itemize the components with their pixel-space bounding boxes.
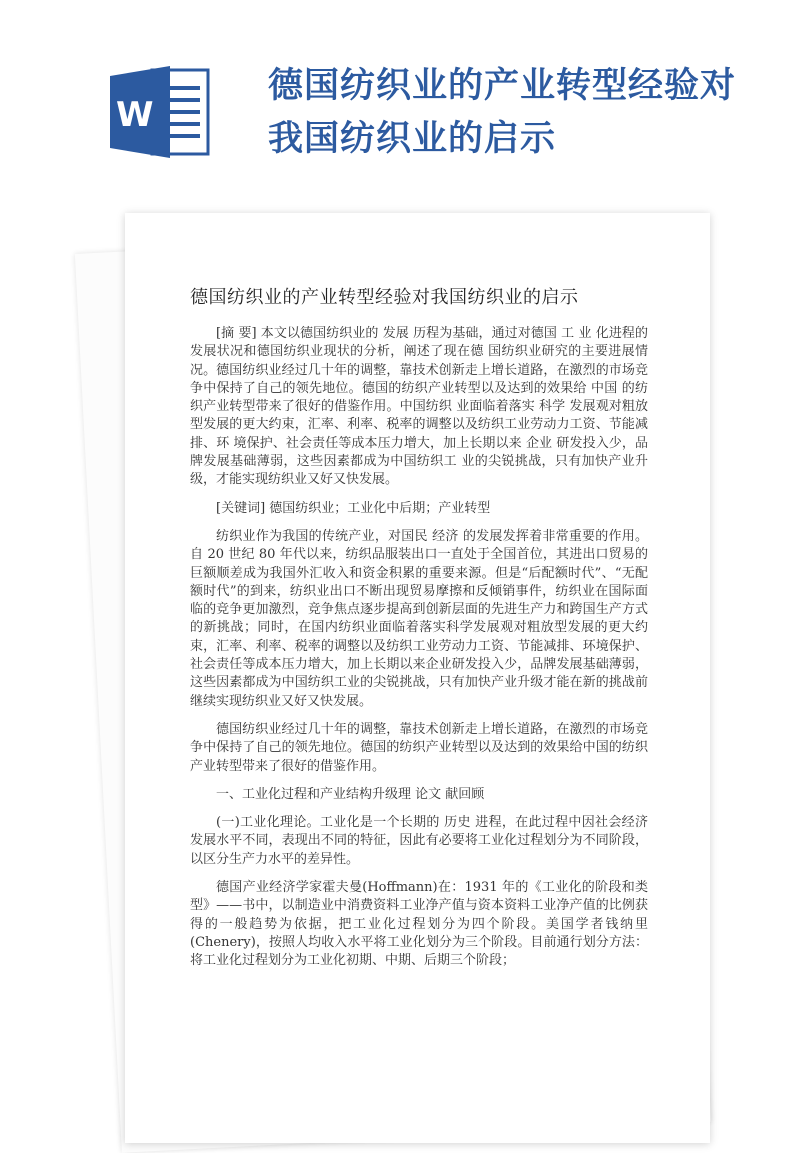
header-title-line-1: 德国纺织业的产业转型经验对 [268, 66, 737, 106]
word-document-icon [108, 62, 218, 162]
document-body [190, 325, 648, 981]
keywords-paragraph: [关键词] 德国纺织业；工业化中后期；产业转型 [216, 500, 491, 516]
section-heading: 一、工业化过程和产业结构升级理 论文 献回顾 [216, 786, 485, 802]
abstract-paragraph: [摘 要] 本文以德国纺织业的 发展 历程为基础，通过对德国 工 业 化进程的发展状况和德国纺织业现状的分析，阐述了现在德 国纺织业研究的主要进展情况。德国纺织业经过几十年的调整，靠技术创新走上增长道路，在激烈的市场竞争中保持了自己的领先地位。德国的纺织产业转型以及达到的效果给 中国 的纺织产业转型带来了很好的借鉴作用。中国纺织 业面临着落实 科学 发展观对粗放型发展的更大约束，汇率、利率、税率的调整以及纺织工业劳动力工资、节能减排、环 境保护、社会责任等成本压力增大，加上长期以来 企业 研发投入少，品牌发展基础薄弱，这些因素都成为中国纺织工 业的尖锐挑战，只有加快产业升级，才能实现纺织业又好又快发展。 [190, 326, 648, 488]
document-page [125, 213, 710, 1143]
header-title-line-2: 我国纺织业的启示 [268, 119, 557, 159]
word-icon-letter: W [116, 95, 154, 135]
header-title [268, 60, 768, 166]
body-paragraph: 德国产业经济学家霍夫曼(Hoffmann)在：1931 年的《工业化的阶段和类型》——书中，以制造业中消费资料工业净产值与资本资料工业净产值的比例获得的一般趋势为依据，把工业化过程划分为四个阶段。美国学者钱纳里(Chenery)，按照人均收入水平将工业化划分为三个阶段。目前通行划分方法：将工业化过程划分为工业化初期、中期、后期三个阶段； [190, 880, 648, 969]
document-title: 德国纺织业的产业转型经验对我国纺织业的启示 [190, 287, 579, 308]
body-paragraph: 纺织业作为我国的传统产业，对国民 经济 的发展发挥着非常重要的作用。自 20 世纪 80 年代以来，纺织品服装出口一直处于全国首位，其进出口贸易的巨额顺差成为我国外汇收入和资金积累的重要来源。但是“后配额时代”、“无配额时代”的到来，纺织业出口不断出现贸易摩擦和反倾销事件，纺织业在国际面临的竞争更加激烈，竞争焦点逐步提高到创新层面的先进生产力和跨国生产方式的新挑战；同时，在国内纺织业面临着落实科学发展观对粗放型发展的更大约束，汇率、利率、税率的调整以及纺织工业劳动力工资、节能减排、环境保护、社会责任等成本压力增大，加上长期以来企业研发投入少，品牌发展基础薄弱，这些因素都成为中国纺织工业的尖锐挑战，只有加快产业升级才能在新的挑战前继续实现纺织业又好又快发展。 [190, 528, 648, 709]
body-paragraph: (一)工业化理论。工业化是一个长期的 历史 进程，在此过程中因社会经济发展水平不同，表现出不同的特征，因此有必要将工业化过程划分为不同阶段，以区分生产力水平的差异性。 [190, 815, 648, 867]
header [0, 0, 800, 205]
body-paragraph: 德国纺织业经过几十年的调整，靠技术创新走上增长道路，在激烈的市场竞争中保持了自己的领先地位。德国的纺织产业转型以及达到的效果给中国的纺织产业转型带来了很好的借鉴作用。 [190, 721, 648, 774]
